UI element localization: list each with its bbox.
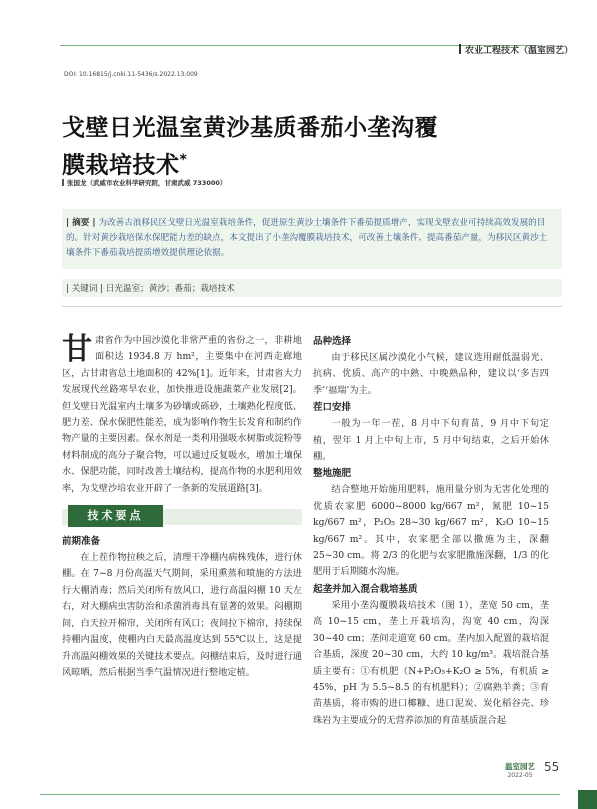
paragraph-ridge: 采用小垄沟覆膜栽培技术（图 1），垄宽 50 cm，垄高 10~15 cm，垄上开栽培沟，沟宽 40 cm，沟深 30~40 cm；垄间走道宽 60 cm。垄内加入配置的栽培混合基质，深度 20~30 cm，大约 10 kg/m³。栽培混合基质主要有：①有机肥（N+P₂O₅+K₂O ≥ 5%，有机质 ≥ 45%，pH 为 5.5~8.5 的有机肥料）；②腐熟羊粪；③育苗基质，将市购的进口椰糠、进口泥炭、炭化稻谷壳、珍珠岩为主要成分的无营养添加的育苗基质混合起 [313, 599, 549, 726]
section-band [62, 505, 302, 527]
section-text: 农业工程技术（温室园艺） [464, 46, 573, 56]
doi: DOI: 10.16815/j.cnki.11-5436/s.2022.13.009 [64, 71, 198, 78]
dropcap: 甘 [62, 332, 92, 367]
body-left-column [62, 333, 302, 681]
subheading-variety: 品种选择 [313, 336, 352, 347]
author-line [62, 178, 226, 187]
journal-title: 温室园艺 [505, 762, 535, 771]
section-bar [459, 44, 461, 54]
page-number: 55 [544, 760, 560, 774]
abstract-text: 为改善古浪移民区戈壁日光温室栽培条件，促进原生黄沙土壤条件下番茄提质增产，实现戈壁农业可持续高效发展的目的。针对黄沙栽培保水保肥能力差的缺点，本文提出了小垄沟覆膜栽培技术，可改善土壤条件、提高番茄产量，为移民区黄沙土壤条件下番茄栽培提质增效提供理论依据。 [66, 218, 548, 258]
paragraph-fertilize: 结合整地开始施用肥料，施用量分别为无害化处理的优质农家肥 6000~8000 kg/667 m²，氮肥 10~15 kg/667 m²，P₂O₅ 28~30 kg/667 m²，K₂O 10~15 kg/667 m²。其中，农家肥全部以撒施为主，深翻 25~30 cm。将 2/3 的化肥与农家肥撒施深翻，1/3 的化肥用于后期随水沟施。 [313, 484, 549, 578]
keywords-tag-wrap: | 关键词 | [66, 284, 106, 294]
section-label [459, 43, 573, 56]
intro-paragraph [62, 333, 302, 497]
paragraph-variety: 由于移民区属沙漠化小气候，建议选用耐低温弱光、抗病、优质、高产的中熟、中晚熟品种，建议以‘多吉四季’‘福瑞’为主。 [313, 352, 549, 396]
title-mark: * [179, 152, 188, 168]
keywords [66, 282, 235, 294]
intro-text: 肃省作为中国沙漠化非常严重的省份之一，非耕地面积达 1934.8 万 hm²，主要集中在河西走廊地区，占甘肃省总土地面积的 42%[1]。近年来，甘肃省大力发展现代丝路寒旱农业，加快推进设施蔬菜产业发展[2]。但戈壁日光温室内土壤多为砂壤或砾砂，土壤熟化程度低、肥力差、保水保肥性能差，成为影响作物生长发育和制约作物产量的主要因素。保水剂是一类利用强吸水树脂或淀粉等材料制成的高分子聚合物，可以通过反复吸水，增加土壤保水、保肥功能，同时改善土壤结构，提高作物的水肥利用效率，为戈壁沙培农业开辟了一条新的发展道路[3]。 [62, 335, 302, 494]
abstract-tag-wrap: | 摘要 | [66, 218, 99, 228]
corner-tab [578, 790, 597, 809]
abstract-tag: 摘要 [72, 218, 90, 228]
author-text: 张国龙（武威市农业科学研究院，甘肃武威 733000） [67, 179, 227, 187]
journal-name [500, 761, 540, 779]
title-line-1: 戈壁日光温室黄沙基质番茄小垄沟覆 [62, 115, 438, 141]
paragraph-schedule: 一般为一年一茬，8 月中下旬育苗，9 月中下旬定植，翌年 1 月上中旬上市，5 月中旬结束，之后开始休棚。 [313, 418, 549, 463]
subheading-prep: 前期准备 [62, 536, 101, 548]
subheading-ridge: 起垄并加入混合栽培基质 [313, 583, 418, 595]
body-right-column [313, 333, 549, 729]
paragraph-prep: 在上茬作物拉秧之后，清理干净棚内病株残体，进行休棚。在 7~8 月份高温天气期间，采用熏蒸和喷施的方法进行大棚消毒；然后关闭所有放风口，进行高温闷棚 10 天左右，对大棚病虫害防治和杀菌消毒具有显著的效果。闷棚期间，白天拉开棉帘，关闭所有风口；夜间拉下棉帘，持续保持棚内温度，使棚内白天最高温度达到 55℃以上，这是提升高温闷棚效果的关键技术要点。闷棚结束后，及时进行通风晾晒，然后根据当季气温情况进行整地定植。 [62, 552, 302, 678]
keywords-tag: 关键词 [71, 284, 98, 294]
author-tick [62, 179, 64, 186]
journal-issue: 2022-05 [507, 772, 533, 779]
article-title [62, 112, 562, 182]
title-line-2: 膜栽培技术 [62, 152, 180, 179]
section-band-label: 技术要点 [68, 505, 163, 527]
abstract [66, 216, 554, 261]
keywords-text: 日光温室；黄沙；番茄；栽培技术 [105, 284, 235, 294]
footer-rule [40, 794, 560, 795]
subheading-fertilize: 整地施肥 [313, 468, 352, 480]
keywords-rule [62, 306, 562, 307]
subheading-schedule: 茬口安排 [313, 402, 352, 414]
